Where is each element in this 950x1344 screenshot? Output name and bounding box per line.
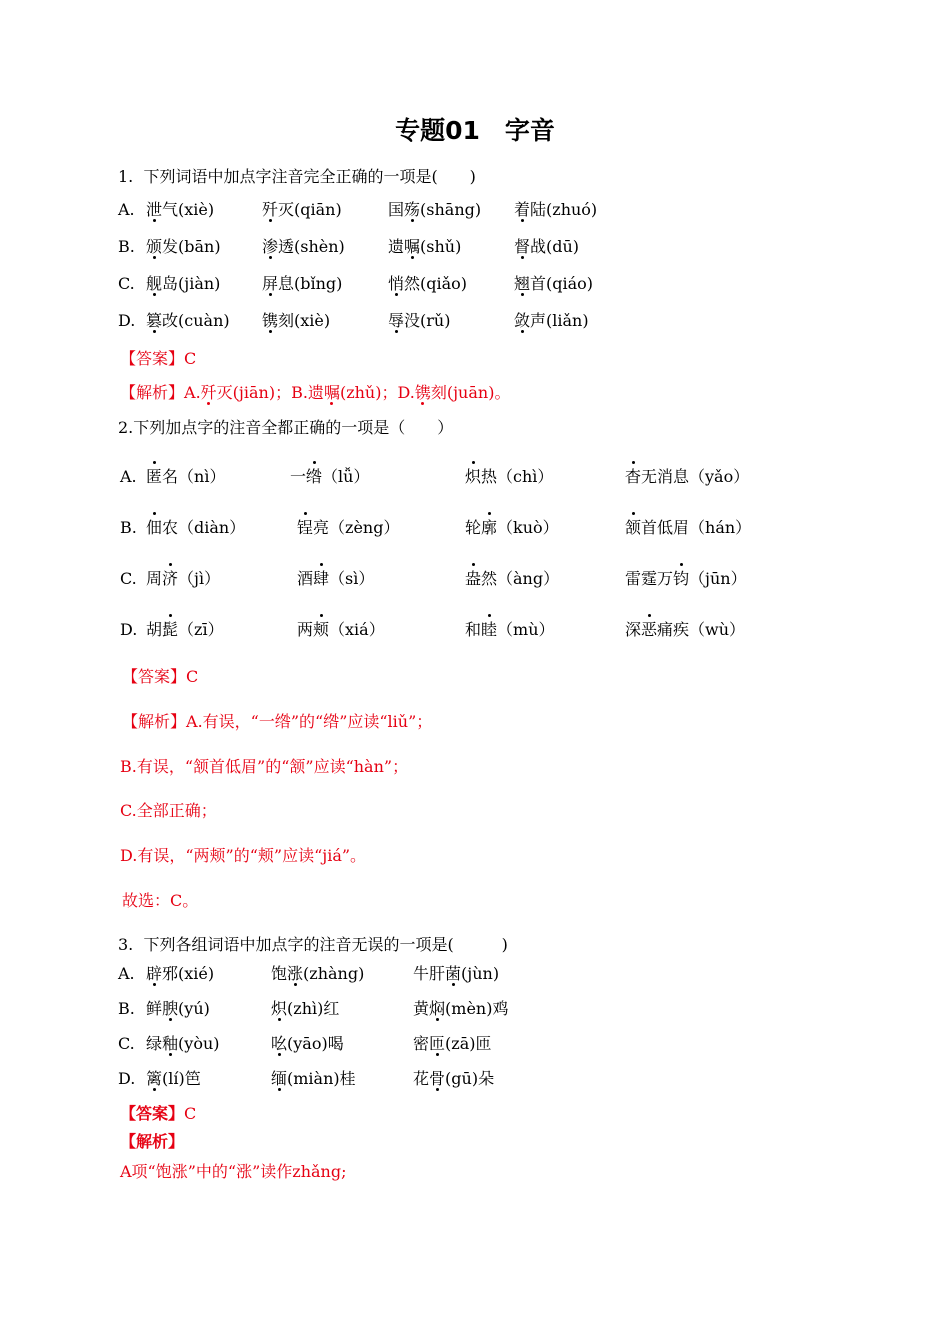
option-row-d	[0, 1068, 950, 1090]
emphasis-dot-char: 济	[162, 569, 179, 588]
text-segment: 痛疾（wù）	[657, 620, 746, 639]
option-term	[388, 236, 461, 258]
emphasis-dot-char: 泄	[146, 200, 163, 219]
emphasis-dot-char: 佃	[146, 518, 163, 537]
text-segment: 透(shèn)	[278, 237, 345, 256]
text-segment: (gū)朵	[445, 1069, 495, 1088]
emphasis-dot-char: 渗	[262, 237, 279, 256]
analysis-line	[120, 382, 510, 404]
analysis-line	[120, 845, 366, 867]
text-segment: A.有误，“一绺”的“绺”应读“liǔ”；	[186, 712, 433, 731]
text-segment: (mèn)鸡	[445, 999, 509, 1018]
text-segment: （zī）	[178, 620, 224, 639]
option-term	[262, 310, 330, 332]
option-term	[146, 517, 245, 539]
option-row-c	[0, 1033, 950, 1055]
emphasis-dot-char: 绺	[306, 467, 323, 486]
section-tag: 【解析】	[120, 383, 185, 402]
text-segment: （mù）	[497, 620, 555, 639]
analysis-line	[120, 1161, 347, 1183]
emphasis-dot-char: 颔	[625, 518, 642, 537]
text-segment: 故选：C。	[122, 891, 199, 910]
text-segment: 陆(zhuó)	[530, 200, 598, 219]
option-term	[146, 619, 224, 641]
emphasis-dot-char: 骨	[429, 1069, 446, 1088]
answer-tag: 【答案】	[120, 349, 185, 368]
option-term	[146, 466, 225, 488]
option-term	[297, 619, 385, 641]
text-segment: (zā)匝	[445, 1034, 492, 1053]
question-stem: 1. 下列词语中加点字注音完全正确的一项是( )	[118, 167, 476, 186]
option-label: C.	[118, 1034, 135, 1053]
emphasis-dot-char: 镌	[262, 311, 279, 330]
text-segment: 两	[297, 620, 314, 639]
option-term	[297, 517, 399, 539]
text-segment: 热（chì）	[481, 467, 554, 486]
option-term	[514, 236, 579, 258]
text-segment: 首低眉（hán）	[641, 518, 752, 537]
text-segment: （jūn）	[689, 569, 747, 588]
emphasis-dot-char: 嘱	[404, 237, 421, 256]
option-row-b	[0, 998, 950, 1020]
text-segment: 雷霆万	[625, 569, 674, 588]
emphasis-dot-char: 辱	[388, 311, 405, 330]
text-segment: 战(dū)	[530, 237, 580, 256]
text-segment: 亮（zèng）	[313, 518, 400, 537]
emphasis-dot-char: 睦	[481, 620, 498, 639]
text-segment: 密	[413, 1034, 430, 1053]
emphasis-dot-char: 恶	[641, 620, 658, 639]
option-row-c	[0, 273, 950, 295]
answer-value: C	[184, 349, 197, 368]
emphasis-dot-char: 颊	[313, 620, 330, 639]
analysis-line	[122, 711, 432, 733]
section-tag: 【解析】	[122, 712, 187, 731]
option-row-d	[0, 619, 950, 641]
text-segment: (miàn)桂	[287, 1069, 356, 1088]
answer-tag: 【答案】	[120, 1104, 185, 1123]
text-segment: 气(xiè)	[162, 200, 215, 219]
emphasis-dot-char: 辟	[146, 964, 163, 983]
option-term	[146, 273, 220, 295]
emphasis-dot-char: 歼	[262, 200, 279, 219]
text-segment: 绿	[146, 1034, 163, 1053]
text-segment: (zhǔ)；D.	[339, 383, 415, 402]
option-row-b	[0, 236, 950, 258]
option-term	[146, 998, 210, 1020]
option-term	[262, 236, 345, 258]
emphasis-dot-char: 釉	[162, 1034, 179, 1053]
emphasis-dot-char: 篱	[146, 1069, 163, 1088]
emphasis-dot-char: 悄	[388, 274, 405, 293]
analysis-line	[122, 890, 198, 912]
option-row-a	[0, 466, 950, 488]
text-segment: 灭(jiān)；B.遗	[216, 383, 324, 402]
text-segment: (shāng)	[420, 200, 482, 219]
emphasis-dot-char: 吆	[271, 1034, 288, 1053]
option-term	[514, 310, 589, 332]
text-segment: (lí)笆	[162, 1069, 201, 1088]
option-row-d	[0, 310, 950, 332]
text-segment: (zhì)红	[287, 999, 340, 1018]
option-row-a	[0, 963, 950, 985]
text-segment: A.	[184, 383, 201, 402]
emphasis-dot-char: 嘱	[323, 383, 340, 402]
emphasis-dot-char: 髭	[162, 620, 179, 639]
option-row-c	[0, 568, 950, 590]
text-segment: A项“饱涨”中的“涨”读作zhǎng;	[120, 1162, 347, 1181]
emphasis-dot-char: 颁	[146, 237, 163, 256]
emphasis-dot-char: 屏	[262, 274, 279, 293]
emphasis-dot-char: 炽	[271, 999, 288, 1018]
text-segment: 酒	[297, 569, 314, 588]
text-segment: 改(cuàn)	[162, 311, 230, 330]
text-segment: (yòu)	[178, 1034, 220, 1053]
text-segment: 和	[465, 620, 482, 639]
emphasis-dot-char: 菌	[445, 964, 462, 983]
text-segment: B.有误，“颔首低眉”的“颔”应读“hàn”；	[120, 757, 409, 776]
text-segment: （kuò）	[497, 518, 559, 537]
text-segment: 饱	[271, 964, 288, 983]
option-term	[146, 310, 230, 332]
text-segment: 邪(xié)	[162, 964, 215, 983]
emphasis-dot-char: 匝	[429, 1034, 446, 1053]
option-term	[262, 199, 342, 221]
text-segment: 一	[290, 467, 307, 486]
emphasis-dot-char: 篡	[146, 311, 163, 330]
option-term	[146, 1033, 220, 1055]
text-segment: 首(qiáo)	[530, 274, 594, 293]
option-term	[271, 1033, 344, 1055]
text-segment: 黄	[413, 999, 430, 1018]
option-term	[271, 963, 364, 985]
text-segment: 农（diàn）	[162, 518, 246, 537]
option-term	[388, 199, 481, 221]
answer-line	[122, 666, 198, 688]
text-segment: (shǔ)	[420, 237, 462, 256]
text-segment: 没(rǔ)	[404, 311, 451, 330]
option-term	[465, 517, 559, 539]
text-segment: 刻(xiè)	[278, 311, 331, 330]
emphasis-dot-char: 督	[514, 237, 531, 256]
option-term	[625, 568, 747, 590]
option-label: D.	[118, 311, 136, 330]
text-segment: 鲜	[146, 999, 163, 1018]
emphasis-dot-char: 舰	[146, 274, 163, 293]
emphasis-dot-char: 殇	[404, 200, 421, 219]
text-segment: 然（àng）	[481, 569, 560, 588]
option-term	[465, 619, 555, 641]
option-term	[271, 998, 339, 1020]
answer-line	[120, 348, 196, 370]
emphasis-dot-char: 杳	[625, 467, 642, 486]
text-segment: 花	[413, 1069, 430, 1088]
option-term	[146, 568, 220, 590]
text-segment: 周	[146, 569, 163, 588]
option-term	[146, 236, 221, 258]
text-segment: （sì）	[329, 569, 375, 588]
section-tag: 【解析】	[120, 1132, 185, 1151]
emphasis-dot-char: 镌	[414, 383, 431, 402]
text-segment: （jì）	[178, 569, 221, 588]
text-segment: 发(bān)	[162, 237, 221, 256]
text-segment: 无消息（yǎo）	[641, 467, 750, 486]
emphasis-dot-char: 腴	[162, 999, 179, 1018]
answer-value: C	[184, 1104, 197, 1123]
text-segment: (zhàng)	[303, 964, 365, 983]
text-segment: 岛(jiàn)	[162, 274, 221, 293]
text-segment: 深	[625, 620, 642, 639]
option-term	[388, 310, 450, 332]
text-segment: 遗	[388, 237, 405, 256]
option-term	[465, 466, 553, 488]
analysis-line	[120, 1131, 184, 1153]
option-row-a	[0, 199, 950, 221]
text-segment: (jùn)	[461, 964, 500, 983]
text-segment: C.全部正确；	[120, 801, 217, 820]
text-segment: 声(liǎn)	[530, 311, 589, 330]
emphasis-dot-char: 钧	[673, 569, 690, 588]
text-segment: 刻(juān)。	[430, 383, 511, 402]
emphasis-dot-char: 敛	[514, 311, 531, 330]
text-segment: 然(qiǎo)	[404, 274, 468, 293]
option-label: B.	[118, 999, 135, 1018]
option-label: B.	[120, 518, 137, 537]
text-segment: (yāo)喝	[287, 1034, 344, 1053]
option-term	[290, 466, 369, 488]
option-term	[625, 466, 749, 488]
emphasis-dot-char: 涨	[287, 964, 304, 983]
emphasis-dot-char: 肆	[313, 569, 330, 588]
option-term	[413, 963, 499, 985]
option-term	[271, 1068, 356, 1090]
emphasis-dot-char: 缅	[271, 1069, 288, 1088]
text-segment: (yú)	[178, 999, 210, 1018]
emphasis-dot-char: 歼	[200, 383, 217, 402]
option-term	[514, 199, 597, 221]
option-label: A.	[118, 964, 135, 983]
emphasis-dot-char: 炽	[465, 467, 482, 486]
option-row-b	[0, 517, 950, 539]
emphasis-dot-char: 翘	[514, 274, 531, 293]
analysis-line	[120, 800, 217, 822]
text-segment: 息(bǐng)	[278, 274, 343, 293]
option-term	[413, 998, 508, 1020]
option-label: A.	[118, 200, 135, 219]
emphasis-dot-char: 着	[514, 200, 531, 219]
question-stem: 2.下列加点字的注音全都正确的一项是（ ）	[118, 418, 454, 437]
analysis-line	[120, 756, 408, 778]
option-term	[413, 1033, 492, 1055]
option-term	[297, 568, 374, 590]
page-title: 专题01 字音	[395, 116, 555, 145]
emphasis-dot-char: 廓	[481, 518, 498, 537]
text-segment: （lǚ）	[322, 467, 370, 486]
option-term	[146, 1068, 201, 1090]
text-segment: 轮	[465, 518, 482, 537]
option-label: A.	[120, 467, 137, 486]
option-term	[388, 273, 467, 295]
option-term	[413, 1068, 494, 1090]
option-label: D.	[120, 620, 138, 639]
option-term	[146, 963, 214, 985]
answer-value: C	[186, 667, 199, 686]
option-label: C.	[118, 274, 135, 293]
option-term	[262, 273, 342, 295]
answer-line	[120, 1103, 196, 1125]
option-label: C.	[120, 569, 137, 588]
question-stem: 3. 下列各组词语中加点字的注音无误的一项是( )	[118, 935, 508, 954]
emphasis-dot-char: 锃	[297, 518, 314, 537]
option-term	[465, 568, 559, 590]
emphasis-dot-char: 盎	[465, 569, 482, 588]
text-segment: （xiá）	[329, 620, 385, 639]
text-segment: D.有误，“两颊”的“颊”应读“jiá”。	[120, 846, 367, 865]
answer-tag: 【答案】	[122, 667, 187, 686]
text-segment: 国	[388, 200, 405, 219]
option-term	[625, 619, 745, 641]
option-label: B.	[118, 237, 135, 256]
text-segment: 牛肝	[413, 964, 446, 983]
option-term	[514, 273, 593, 295]
option-label: D.	[118, 1069, 136, 1088]
option-term	[625, 517, 751, 539]
text-segment: 胡	[146, 620, 163, 639]
emphasis-dot-char: 匿	[146, 467, 163, 486]
option-term	[146, 199, 214, 221]
text-segment: 名（nì）	[162, 467, 226, 486]
emphasis-dot-char: 焖	[429, 999, 446, 1018]
text-segment: 灭(qiān)	[278, 200, 342, 219]
